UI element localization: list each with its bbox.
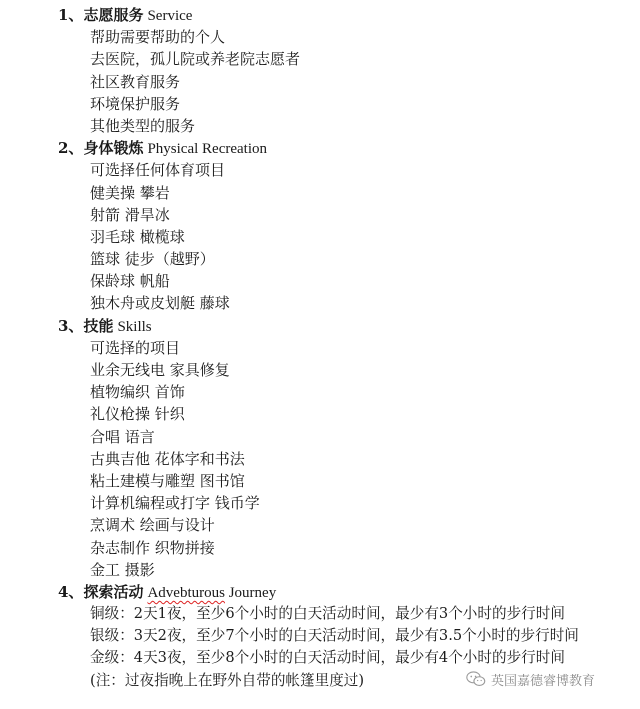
watermark-text: 英国嘉德睿博教育 [491, 673, 596, 689]
list-item: 环境保护服务 [90, 94, 181, 113]
list-item: 保龄球 帆船 [90, 272, 170, 291]
section-heading [0, 581, 640, 603]
section-heading [0, 4, 640, 26]
section-title-en-rest: Journey [228, 584, 277, 601]
level-bronze: 铜级：2天1夜，至少6个小时的白天活动时间，最少有3个小时的步行时间 [90, 605, 565, 623]
overnight-note: (注：过夜指晚上在野外自带的帐篷里度过) [90, 671, 365, 689]
section-title-en [147, 585, 276, 601]
section-title-en: Service [147, 8, 193, 24]
section-title-en: Physical Recreation [147, 141, 267, 158]
list-item: 计算机编程或打字 钱币学 [90, 494, 260, 513]
level-silver: 银级：3天2夜，至少7个小时的白天活动时间，最少有3.5个小时的步行时间 [90, 627, 579, 645]
list-item: 帮助需要帮助的个人 [90, 28, 226, 47]
list-item: 篮球 徒步（越野） [90, 250, 215, 269]
list-item: 粘土建模与雕塑 图书馆 [90, 471, 245, 490]
level-gold: 金级：4天3夜，至少8个小时的白天活动时间，最少有4个小时的步行时间 [90, 649, 565, 667]
section-number: 1、 [58, 6, 84, 24]
list-item: 业余无线电 家具修复 [90, 361, 230, 379]
list-item: 礼仪枪操 针织 [90, 405, 185, 424]
list-item: 独木舟或皮划艇 藤球 [90, 294, 230, 313]
list-item: 合唱 语言 [90, 427, 155, 446]
spellcheck-marked-word: Advebturous [147, 584, 225, 601]
section-title-en: Skills [117, 318, 152, 335]
section-number: 2、 [58, 139, 84, 158]
section-number: 4、 [58, 582, 84, 601]
section-title-cn: 身体锻炼 [83, 139, 144, 158]
section-number: 3、 [58, 316, 84, 335]
section-service [0, 4, 640, 137]
list-item: 射箭 滑旱冰 [90, 205, 170, 224]
wechat-icon [466, 670, 486, 688]
list-item: 健美操 攀岩 [90, 183, 170, 202]
watermark [466, 668, 595, 690]
list-item: 社区教育服务 [90, 72, 181, 91]
list-item: 植物编织 首饰 [90, 383, 185, 402]
list-item: 可选择的项目 [90, 338, 181, 357]
list-item: 去医院，孤儿院或养老院志愿者 [90, 50, 301, 69]
section-physical-recreation [0, 137, 640, 315]
list-item: 其他类型的服务 [90, 116, 196, 135]
section-title-cn: 志愿服务 [83, 6, 144, 24]
list-item: 烹调术 绘画与设计 [90, 516, 215, 535]
section-heading [0, 315, 640, 337]
section-title-cn: 探索活动 [83, 582, 144, 601]
list-item: 金工 摄影 [90, 560, 155, 579]
list-item: 古典吉他 花体字和书法 [90, 449, 245, 468]
list-item: 杂志制作 织物拼接 [90, 538, 215, 557]
section-heading [0, 137, 640, 159]
section-title-cn: 技能 [83, 316, 114, 335]
list-item: 可选择任何体育项目 [90, 161, 226, 180]
list-item: 羽毛球 橄榄球 [90, 227, 185, 246]
section-skills [0, 315, 640, 581]
